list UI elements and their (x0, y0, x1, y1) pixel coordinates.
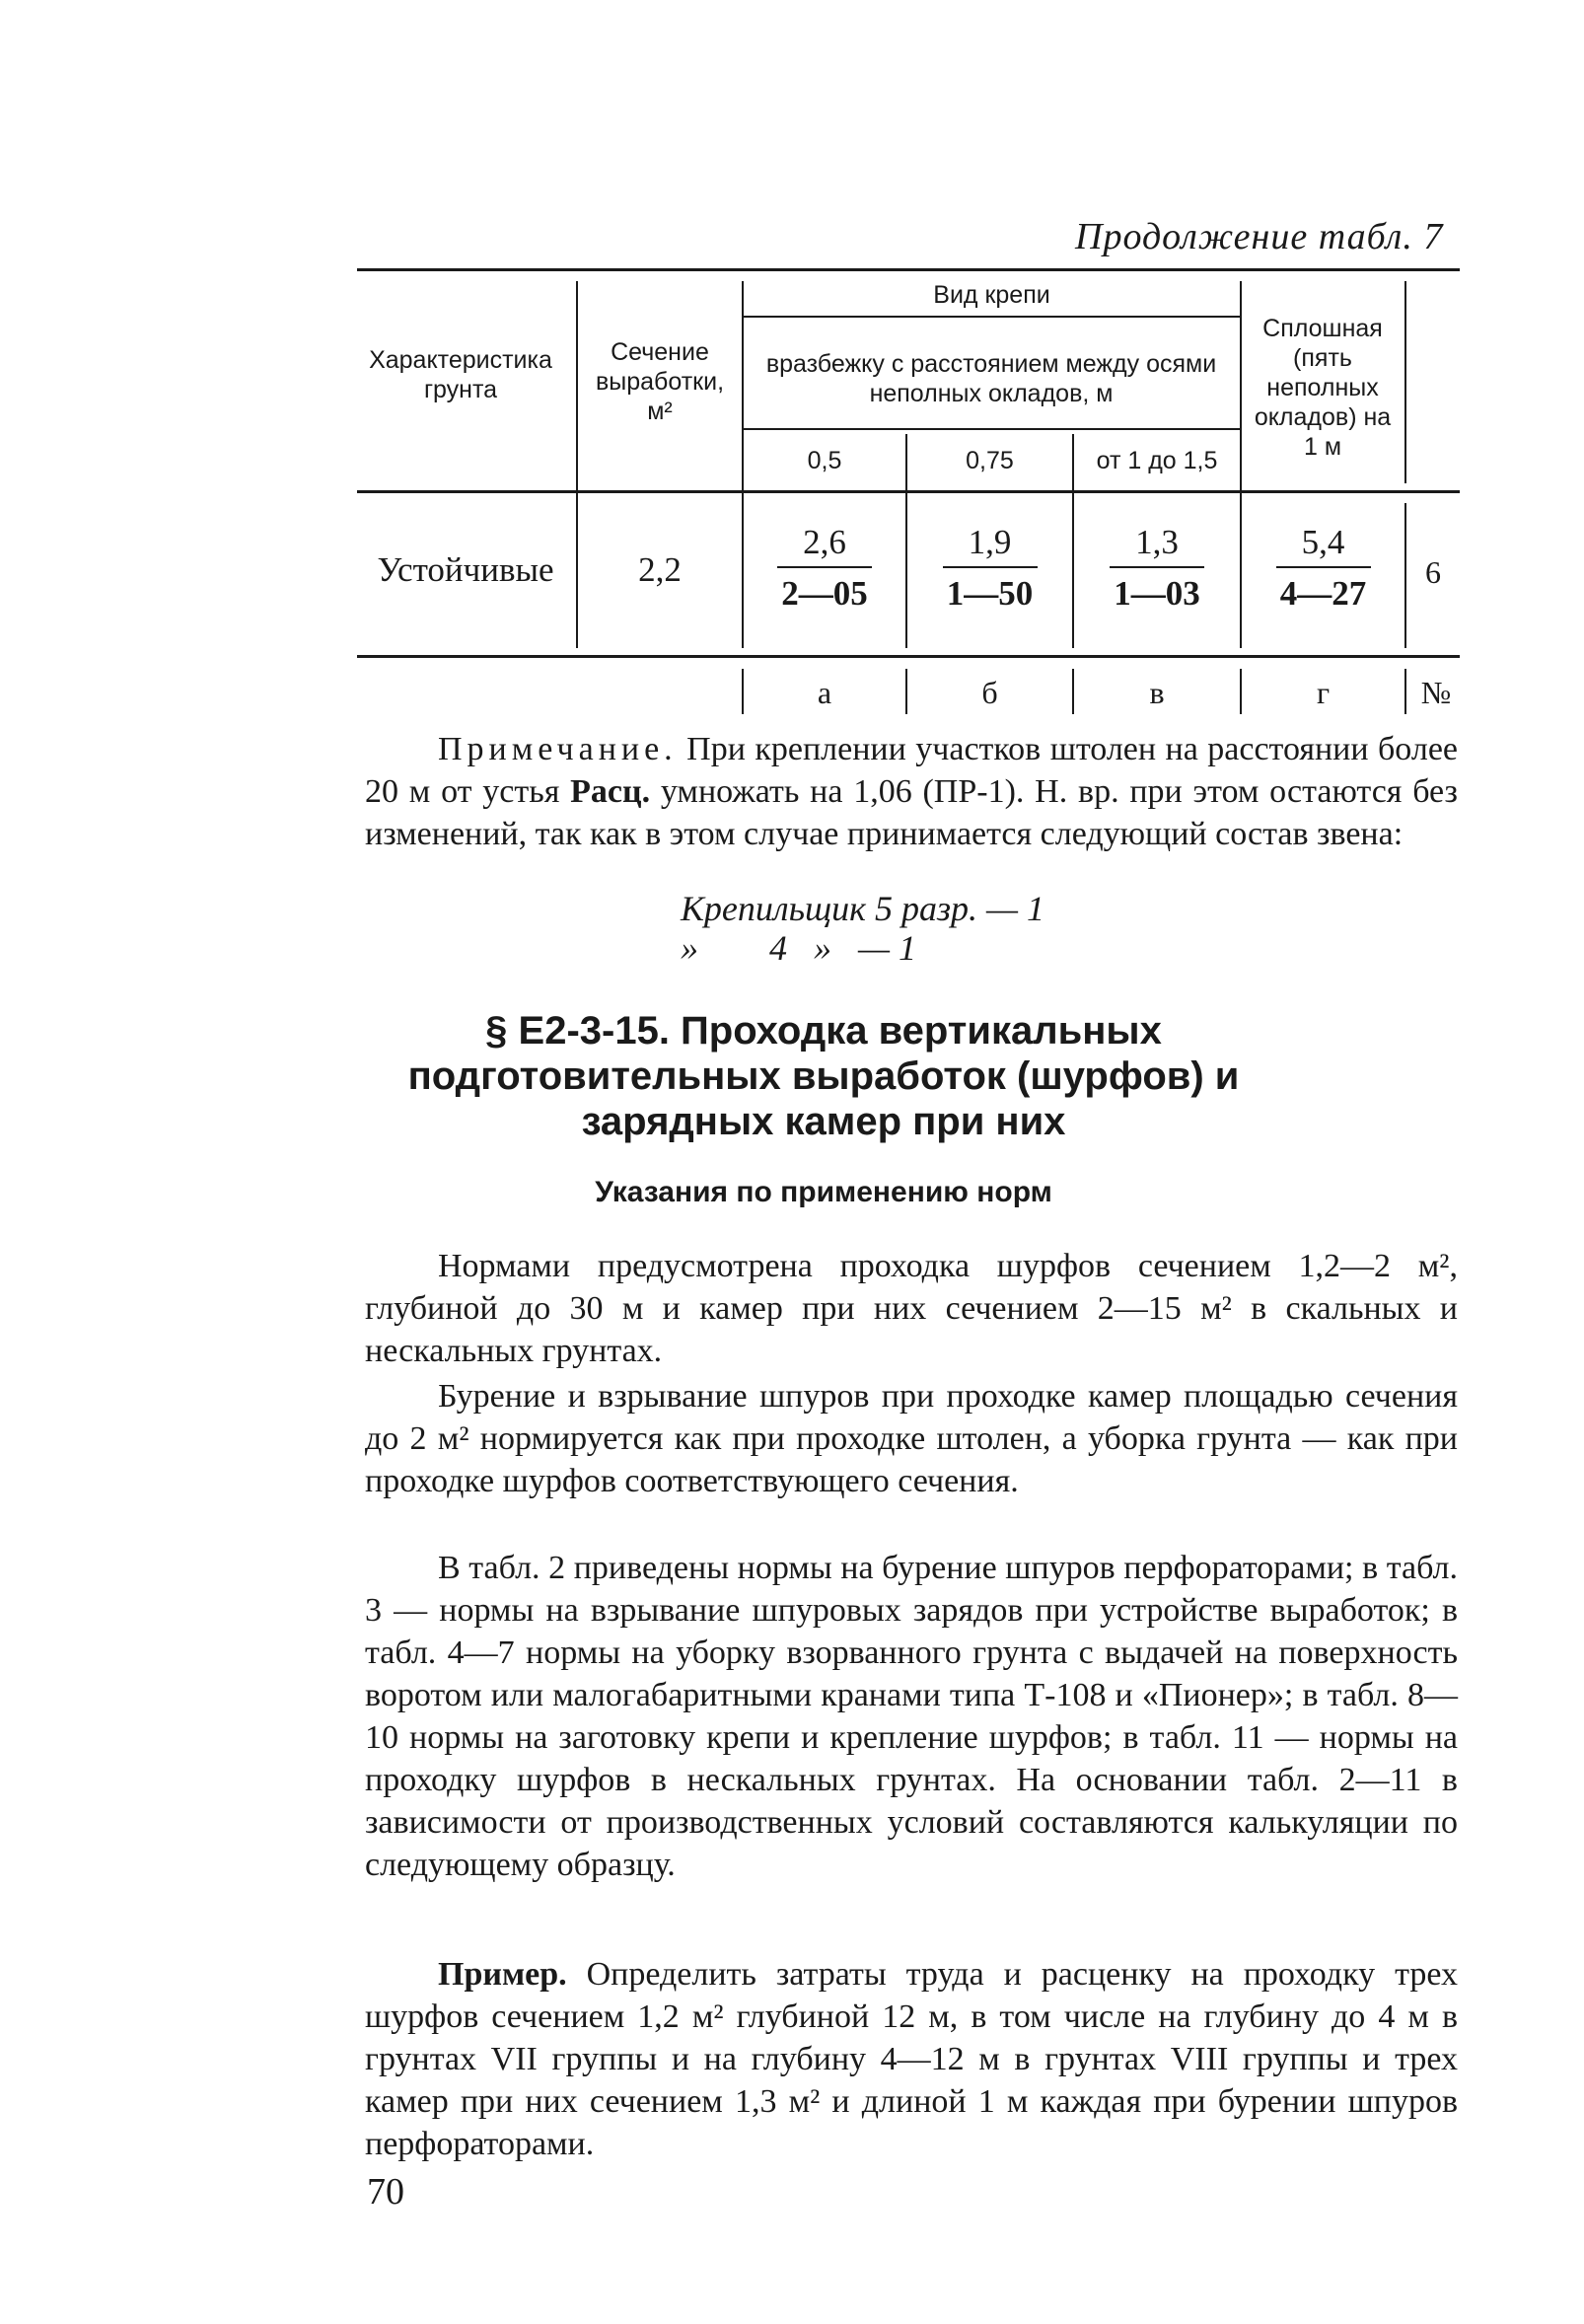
example-label: Пример. (438, 1956, 567, 1993)
example-text: Определить затраты труда и расценку на проходку трех шурфов сечением 1,2 м² глубиной 12 м, в том числе на глубину до 4 м в грунтах VII группы и на глубину 4—12 м в грунтах VIII группы и трех камер при них сечением 1,3 м² и длиной 1 м каждая при бурении шпуров перфораторами. (365, 1956, 1458, 2162)
header-bottom-rule (357, 490, 1460, 493)
note-text: умножать на 1,06 (ПР-1). Н. вр. при этом остаются без изменений, так как в этом случае принимается следующий состав звена: (365, 773, 1458, 852)
spacing-rule (742, 428, 1240, 430)
column-letter: б (981, 675, 998, 710)
norm-time: 5,4 (1276, 523, 1371, 568)
paragraph-1: Нормами предусмотрена проходка шурфов сечением 1,2—2 м², глубиной до 30 м и камер при них сечением 2—15 м² в скальных и нескальных грунтах. (365, 1248, 1458, 1369)
column-letter: в (1149, 675, 1165, 710)
norm-time: 2,6 (777, 523, 872, 568)
norm-time: 1,3 (1110, 523, 1204, 568)
paragraph-3: В табл. 2 приведены нормы на бурение шпуров перфораторами; в табл. 3 — нормы на взрывание шпуровых зарядов при устройстве выработок; в табл. 4—7 нормы на уборку взорванного грунта с выдачей на поверхность воротом или малогабаритными кранами типа Т-108 и «Пионер»; в табл. 8—10 нормы на заготовку крепи и крепление шурфов; в табл. 11 — нормы на проходку шурфов в нескальных грунтах. На основании табл. 2—11 в зависимости от производственных условий составляются калькуляции по следующему образцу. (365, 1550, 1458, 1883)
row-number: 6 (1425, 554, 1441, 590)
value-cell (1074, 523, 1240, 614)
table-top-rule (357, 268, 1460, 271)
body-bottom-rule (357, 655, 1460, 658)
value-cell (744, 523, 905, 614)
row-soil: Устойчивые (377, 550, 554, 589)
note-rasc: Расц. (570, 773, 651, 810)
value-cell (1242, 523, 1404, 614)
header-spaced: вразбежку с расстоянием между осями неполных окладов, м (765, 350, 1217, 407)
row-section: 2,2 (638, 550, 682, 589)
header-spacing-3: от 1 до 1,5 (1096, 447, 1218, 474)
example-paragraph (365, 1953, 1458, 2165)
header-section: Сечение выработки, м² (595, 338, 725, 425)
column-letter: г (1316, 675, 1331, 710)
rate: 1—03 (1114, 574, 1200, 613)
header-spacing-2: 0,75 (966, 447, 1014, 474)
note-label: Примечание. (438, 731, 678, 767)
subheading: Указания по применению норм (595, 1176, 1052, 1208)
number-sign: № (1420, 675, 1452, 710)
rate: 1—50 (946, 574, 1034, 613)
column-letter: а (817, 675, 832, 710)
support-type-rule (742, 316, 1240, 318)
paragraph-2: Бурение и взрывание шпуров при проходке камер площадью сечения до 2 м² нормируется как при проходке штолен, а уборка грунта — как при проходке шурфов соответствующего сечения. (365, 1378, 1458, 1499)
header-solid: Сплошная (пять неполных окладов) на 1 м (1254, 315, 1392, 461)
header-support-type: Вид крепи (933, 281, 1050, 309)
value-cell (907, 523, 1072, 614)
note-paragraph (365, 728, 1458, 855)
header-soil: Характеристика грунта (369, 346, 552, 403)
crew-line-1: Крепильщик 5 разр. — 1 (681, 889, 1045, 928)
col-rule (576, 281, 578, 648)
col-rule (1404, 669, 1406, 714)
rate: 2—05 (781, 574, 868, 613)
table-caption: Продолжение табл. 7 (1075, 216, 1444, 257)
section-heading: § Е2-3-15. Проходка вертикальных подготовительных выработок (шурфов) и зарядных камер при них (407, 1009, 1240, 1143)
rate: 4—27 (1279, 574, 1367, 613)
note-text: При креплении участков штолен на расстоянии более 20 м от устья (365, 731, 1458, 810)
page-number: 70 (367, 2171, 404, 2213)
header-spacing-1: 0,5 (807, 447, 842, 474)
norm-time: 1,9 (943, 523, 1038, 568)
col-rule (1404, 281, 1406, 483)
crew-line-2: » 4 » — 1 (681, 928, 917, 968)
